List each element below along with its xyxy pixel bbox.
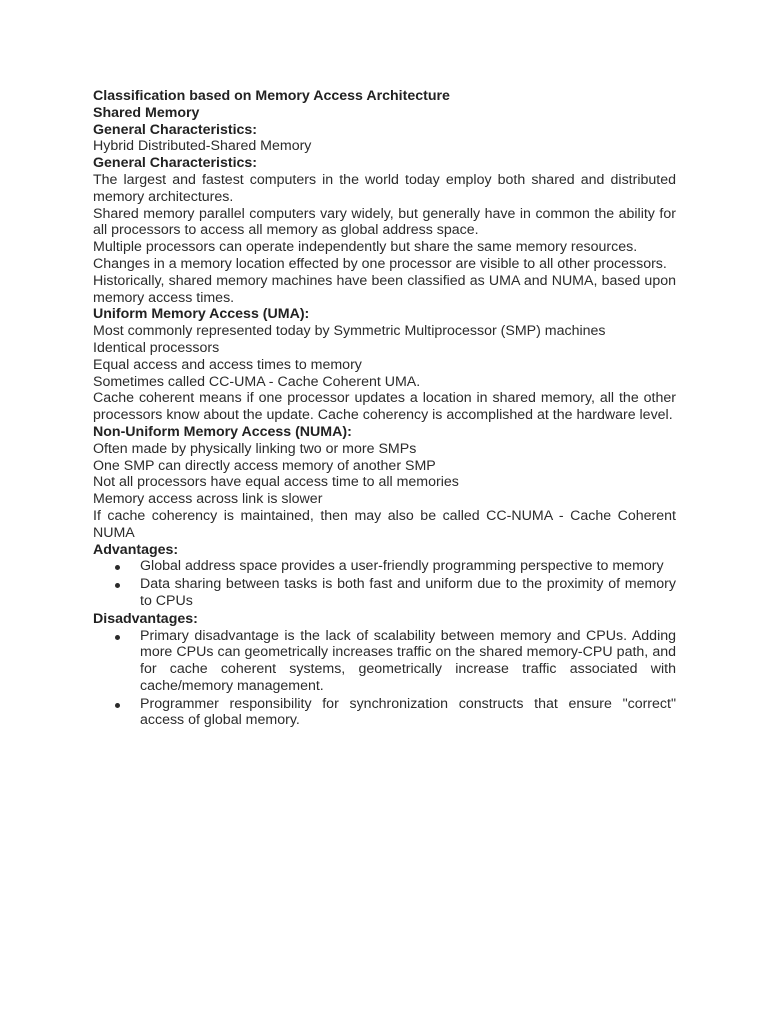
bullet-icon xyxy=(115,583,120,588)
document-page xyxy=(93,88,676,730)
list-item-text: Programmer responsibility for synchronization constructs that ensure "correct" access of global memory. xyxy=(140,695,676,729)
paragraph: The largest and fastest computers in the world today employ both shared and distributed memory architectures. xyxy=(93,171,676,205)
uma-line: Identical processors xyxy=(93,339,220,356)
numa-line: Memory access across link is slower xyxy=(93,491,323,508)
disadvantages-list xyxy=(93,628,676,730)
uma-line: Sometimes called CC-UMA - Cache Coherent UMA. xyxy=(93,373,421,390)
uma-line: Cache coherent means if one processor updates a location in shared memory, all the other processors know about the update. Cache coherency is accomplished at the hardware level. xyxy=(93,390,676,424)
section-heading-general-2: General Characteristics: xyxy=(93,155,258,172)
paragraph: Shared memory parallel computers vary widely, but generally have in common the ability for all processors to access all memory as global address space. xyxy=(93,205,676,239)
advantages-list xyxy=(93,558,676,609)
paragraph: Historically, shared memory machines have been classified as UMA and NUMA, based upon memory access times. xyxy=(93,272,676,306)
disadvantages-heading: Disadvantages: xyxy=(93,610,198,627)
list-item-text: Global address space provides a user-friendly programming perspective to memory xyxy=(140,558,664,575)
bullet-icon xyxy=(115,565,120,570)
bullet-icon xyxy=(115,703,120,708)
list-item xyxy=(93,576,676,610)
document-title: Classification based on Memory Access Architecture xyxy=(93,88,450,104)
uma-heading: Uniform Memory Access (UMA): xyxy=(93,306,310,323)
bullet-icon xyxy=(115,635,120,640)
list-item xyxy=(93,696,676,730)
uma-line: Most commonly represented today by Symmetric Multiprocessor (SMP) machines xyxy=(93,323,606,340)
uma-line: Equal access and access times to memory xyxy=(93,356,362,373)
document-subtitle: Shared Memory xyxy=(93,104,200,121)
list-item-text: Data sharing between tasks is both fast and uniform due to the proximity of memory to CPUs xyxy=(140,576,676,609)
hybrid-line: Hybrid Distributed-Shared Memory xyxy=(93,138,312,155)
numa-line: One SMP can directly access memory of another SMP xyxy=(93,457,436,474)
list-item xyxy=(93,558,676,575)
numa-line: Often made by physically linking two or more SMPs xyxy=(93,440,417,457)
paragraph: Multiple processors can operate independently but share the same memory resources. xyxy=(93,239,638,256)
list-item xyxy=(93,628,676,695)
advantages-heading: Advantages: xyxy=(93,541,179,558)
numa-line: Not all processors have equal access time to all memories xyxy=(93,474,459,491)
paragraph: Changes in a memory location effected by one processor are visible to all other processors. xyxy=(93,255,667,272)
numa-heading: Non-Uniform Memory Access (NUMA): xyxy=(93,423,352,440)
section-heading-general-1: General Characteristics: xyxy=(93,121,258,138)
numa-line: If cache coherency is maintained, then may also be called CC-NUMA - Cache Coherent NUMA xyxy=(93,507,676,541)
list-item-text: Primary disadvantage is the lack of scalability between memory and CPUs. Adding more CPUs can geometrically increases traffic on the shared memory-CPU path, and for cache coherent systems, geometrically increase traffic associated with cache/memory management. xyxy=(140,627,676,694)
